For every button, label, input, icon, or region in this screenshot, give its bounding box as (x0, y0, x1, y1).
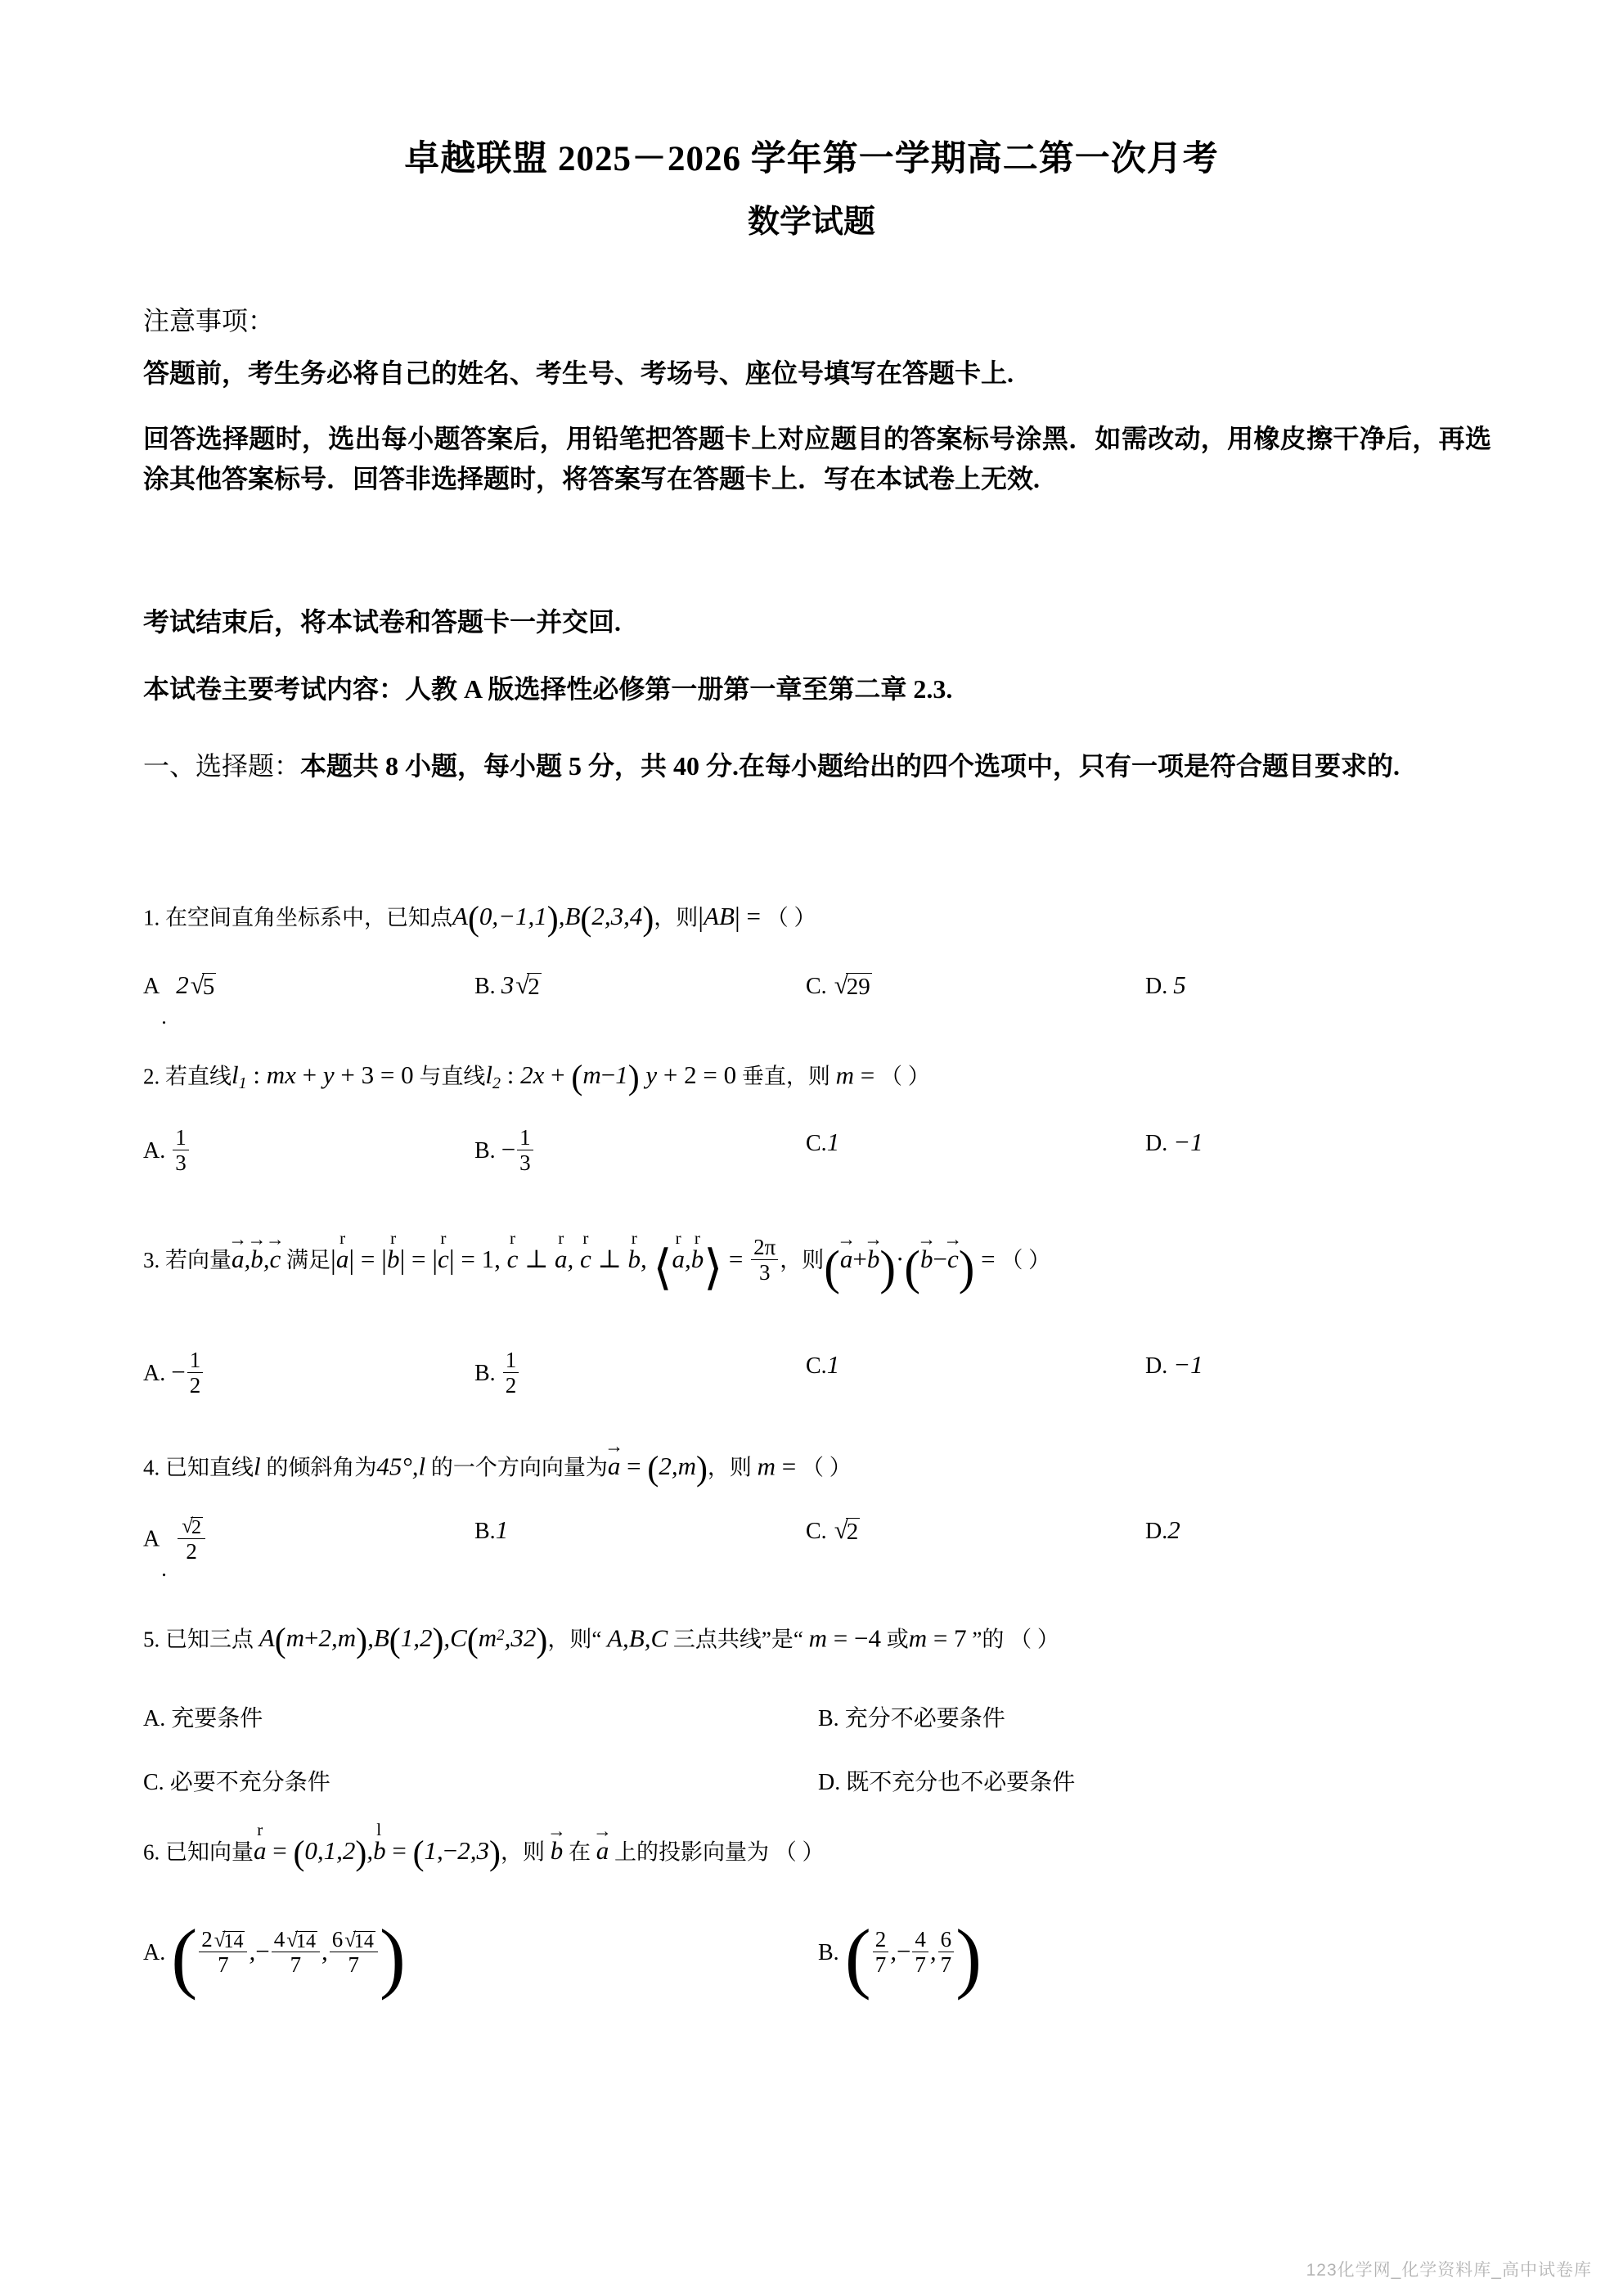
question-4-option-c[interactable] (806, 1515, 860, 1545)
question-6-number: 6. (143, 1839, 160, 1865)
question-5-option-d[interactable] (818, 1764, 1075, 1797)
question-5-option-a-label: A. (143, 1706, 166, 1731)
question-4-option-c-value: √2 (834, 1515, 859, 1545)
question-5-stem: 5. 已知三点 $A(m+2,m),B(1,2),C(m^2,32)$，则“ A,B,C 三点共线”是“ m = −4 或m = 7 ”的 （ ） (143, 1623, 1059, 1660)
question-2-option-a-label: A. (143, 1138, 166, 1164)
question-2-option-d[interactable] (1145, 1128, 1203, 1157)
question-1-option-d[interactable] (1145, 970, 1186, 1000)
question-4-option-b-label: B. (474, 1519, 496, 1544)
question-6-tail: （ ） (774, 1839, 825, 1865)
question-3-option-b-label: B. (474, 1361, 496, 1387)
question-5-option-a[interactable] (143, 1700, 263, 1733)
question-2-option-c-value: 1 (826, 1128, 840, 1156)
question-3-option-a[interactable] (143, 1350, 205, 1399)
question-4-tail: （ ） (802, 1455, 852, 1480)
question-3-option-d-value: −1 (1173, 1350, 1203, 1379)
question-4-option-a[interactable] (143, 1515, 207, 1565)
question-2-number: 2. (143, 1064, 160, 1089)
question-4-option-d-label: D. (1145, 1519, 1168, 1544)
notice-item-4 (143, 669, 1485, 709)
question-3-tail: （ ） (1000, 1248, 1051, 1273)
question-5-options-row-2 (143, 1764, 1534, 1795)
question-3-option-b-value: $\frac{1}{2}$ (501, 1357, 521, 1386)
question-6-option-b-label: B. (818, 1940, 839, 1966)
question-2-tail: （ ） (879, 1064, 930, 1089)
notice-item-2-text: 回答选择题时，选出每小题答案后，用铅笔把答题卡上对应题目的答案标号涂黑．如需改动，用橡皮擦干净后，再选涂其他答案标号．回答非选择题时，将答案写在答题卡上．写在本试卷上无效. (143, 424, 1491, 493)
question-5-tail: （ ） (1009, 1627, 1059, 1652)
section-one-text: 本题共 8 小题，每小题 5 分，共 40 分.在每小题给出的四个选项中，只有一项是符合题目要求的. (300, 751, 1400, 781)
section-one-header (143, 746, 1493, 786)
question-1-option-d-label: D. (1145, 974, 1168, 999)
notice-heading: 注意事项： (143, 306, 275, 335)
question-5-option-d-label: D. (818, 1770, 841, 1795)
question-2-option-b-value: − $\frac{1}{3}$ (501, 1135, 535, 1164)
question-6-option-a-value: ( $\frac{2√14}{7}$ ,− $\frac{4√14}{7}$ , $\frac{6√14}{7}$ ) (171, 1913, 406, 2001)
question-1-option-b[interactable] (474, 970, 542, 1000)
question-3-option-a-label: A. (143, 1361, 166, 1387)
question-1-option-a[interactable] (143, 970, 216, 1000)
section-one-label: 一、选择题： (143, 751, 301, 781)
question-5-options-row-1 (143, 1700, 1534, 1731)
question-3-option-d[interactable] (1145, 1350, 1203, 1380)
question-5-option-c[interactable] (143, 1764, 330, 1797)
question-5-option-c-label: C. (143, 1770, 164, 1795)
question-2-option-a-value: $\frac{1}{3}$ (171, 1135, 191, 1164)
question-3-options (143, 1348, 1534, 1398)
question-1-options (143, 970, 1534, 1000)
question-4-option-d[interactable] (1145, 1515, 1180, 1545)
question-1-option-c[interactable] (806, 970, 872, 1000)
question-5-number: 5. (143, 1627, 160, 1652)
question-1-option-a-value: 2√5 (176, 970, 215, 1000)
question-1-number: 1. (143, 905, 160, 930)
question-1-stem-pre: 在空间直角坐标系中，已知点 (165, 905, 452, 930)
question-2-option-a[interactable] (143, 1125, 191, 1177)
notice-item-1 (143, 353, 1485, 394)
question-2-option-b[interactable] (474, 1125, 535, 1177)
question-1-option-b-label: B. (474, 974, 496, 999)
question-5-option-c-value: 必要不充分条件 (169, 1770, 330, 1795)
question-4-option-c-label: C. (806, 1519, 827, 1544)
question-3-option-c[interactable] (806, 1350, 839, 1380)
question-3-option-b[interactable] (474, 1350, 520, 1399)
question-1-option-c-value: √29 (834, 970, 870, 1000)
question-3-option-a-value: − $\frac{1}{2}$ (171, 1357, 205, 1386)
notice-item-3-text: 考试结束后，将本试卷和答题卡一并交回. (143, 607, 622, 637)
question-3-option-c-label: C. (806, 1353, 827, 1379)
question-6-stem: 6. 已知向量a r = (0,1,2),b l = (1,−2,3)，则 b → 在 a → 上的投影向量为 （ ） (143, 1833, 1534, 1875)
question-2-option-d-label: D. (1145, 1131, 1168, 1156)
question-5-option-a-value: 充要条件 (171, 1706, 263, 1731)
notice-item-2 (143, 419, 1491, 498)
question-3-option-c-value: 1 (826, 1350, 840, 1379)
question-4-option-a-value: $\frac{√2}{2}$ (176, 1523, 207, 1551)
footer-watermark: 123化学网_化学资料库_高中试卷库 (1306, 2261, 1592, 2280)
question-5-option-b-value: 充分不必要条件 (844, 1706, 1005, 1731)
question-1-tail: （ ） (766, 905, 816, 930)
question-2-stem: 2. 若直线$l_1$ : mx + y + 3 = 0 与直线$l_2$ : 2x + (m−1) y + 2 = 0 垂直，则 m = （ ） (143, 1060, 930, 1097)
notice-item-3 (143, 602, 1485, 642)
question-6-option-b-value: ( $\frac{2}{7}$ ,− $\frac{4}{7}$ , $\frac{6}{7}$ ) (844, 1913, 982, 2001)
question-6-option-b[interactable] (818, 1911, 982, 2002)
page-title: 卓越联盟 2025－2026 学年第一学期高二第一次月考 (404, 140, 1219, 178)
question-3-stem: 3. 若向量a →,b →,c → 满足|a r| = |b r| = |c r| = 1, c r ⊥ a r, c r ⊥ b r, ⟨a r,b r⟩ = $\frac{2\pi}{3}$ ，则(a →+b →)·(b →−c →) = （ ） (143, 1237, 1534, 1299)
question-2-option-c[interactable] (806, 1128, 839, 1157)
question-3-number: 3. (143, 1248, 160, 1273)
notice-item-1-text: 答题前，考生务必将自己的姓名、考生号、考场号、座位号填写在答题卡上. (143, 358, 1014, 388)
question-4-number: 4. (143, 1455, 160, 1480)
question-6-option-a-label: A. (143, 1940, 166, 1966)
page-subtitle: 数学试题 (747, 205, 875, 240)
question-4-option-b-value: 1 (495, 1515, 509, 1544)
question-1-option-d-value: 5 (1173, 970, 1186, 999)
question-1-option-a-label: A (143, 974, 160, 999)
notice-item-4-text: 本试卷主要考试内容：人教 A 版选择性必修第一册第一章至第二章 2.3. (143, 674, 953, 704)
question-3-option-d-label: D. (1145, 1353, 1168, 1379)
question-5-option-b[interactable] (818, 1700, 1005, 1733)
question-2-option-b-label: B. (474, 1138, 496, 1164)
question-5-option-b-label: B. (818, 1706, 839, 1731)
question-1-stem-post: ，则 (654, 905, 699, 930)
question-6-option-a[interactable] (143, 1911, 406, 2002)
question-1-stem: 1. 在空间直角坐标系中，已知点A(0,−1,1),B(2,3,4)，则|AB| = （ ） (143, 901, 816, 939)
question-1-option-c-label: C. (806, 974, 827, 999)
question-4-options (143, 1515, 1534, 1564)
question-5-option-d-value: 既不充分也不必要条件 (846, 1770, 1076, 1795)
question-2-option-c-label: C. (806, 1131, 827, 1156)
question-4-option-d-value: 2 (1167, 1515, 1180, 1544)
question-4-option-b[interactable] (474, 1515, 508, 1545)
question-4-option-a-label: A (143, 1526, 160, 1552)
question-4-stem: 4. 已知直线l 的倾斜角为45°,l 的一个方向向量为a → = (2,m)，则 m = （ ） (143, 1448, 1534, 1491)
question-1-option-b-value: 3√2 (501, 970, 540, 1000)
question-2-option-d-value: −1 (1173, 1128, 1203, 1156)
